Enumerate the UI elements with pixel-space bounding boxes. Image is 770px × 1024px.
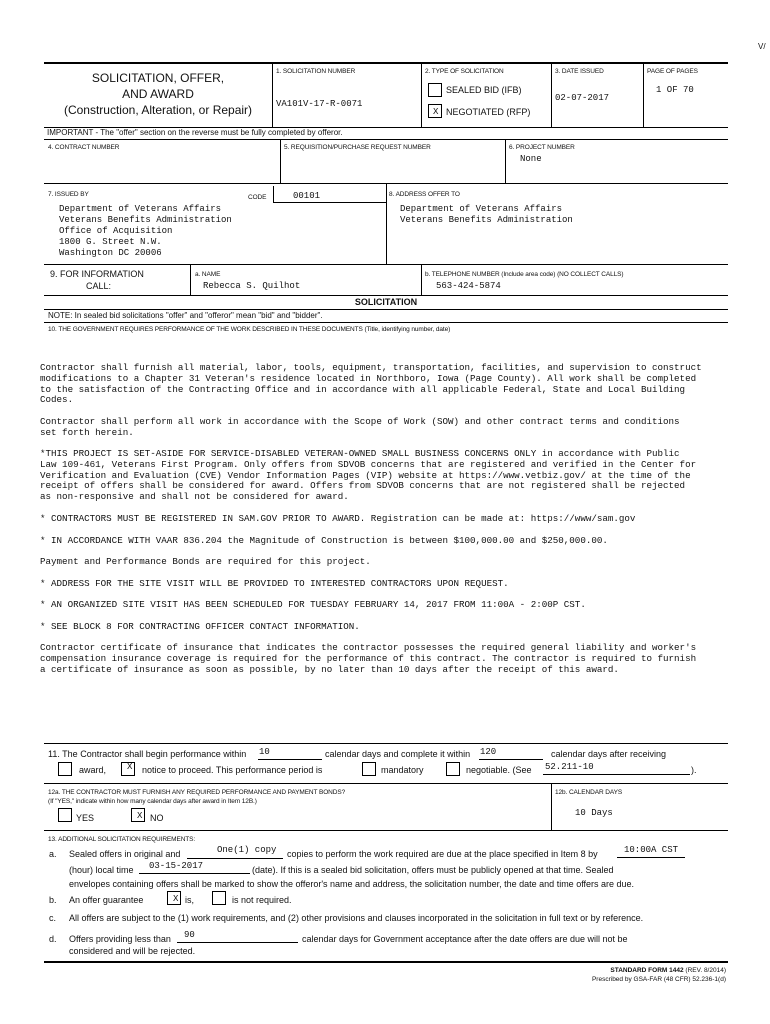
item-d-text1: Offers providing less than <box>69 934 171 944</box>
solicitation-type-label: 2. TYPE OF SOLICITATION <box>425 68 504 75</box>
important-notice: IMPORTANT - The "offer" section on the reverse must be fully completed by offeror. <box>47 128 343 137</box>
row-divider <box>44 309 728 310</box>
complete-days-line <box>479 759 543 760</box>
contract-number-label: 4. CONTRACT NUMBER <box>48 144 120 151</box>
name-label: a. NAME <box>195 271 221 278</box>
contact-name: Rebecca S. Quilhot <box>203 281 301 291</box>
site-address-paragraph: * ADDRESS FOR THE SITE VISIT WILL BE PROVIDED TO INTERESTED CONTRACTORS UPON REQUEST. <box>40 578 509 589</box>
divider <box>551 784 552 830</box>
page-value: 1 OF 70 <box>656 85 694 95</box>
address-offer-label: 8. ADDRESS OFFER TO <box>389 191 460 198</box>
offer-address <box>400 204 573 226</box>
site-visit-paragraph: * AN ORGANIZED SITE VISIT HAS BEEN SCHEDULED FOR TUESDAY FEBRUARY 14, 2017 FROM 11:00A - 2:00P CST. <box>40 599 586 610</box>
divider <box>386 184 387 264</box>
complete-days[interactable]: 120 <box>480 747 497 757</box>
guarantee-is-label: is, <box>185 895 194 905</box>
due-date-line <box>139 873 250 874</box>
set-aside-paragraph: *THIS PROJECT IS SET-ASIDE FOR SERVICE-DISABLED VETERAN-OWNED SMALL BUSINESS CONCERNS ONLY in accordance with Public Law 109-461, Veterans First Program. Only offers from SDVOB concerns that are registered and verified in the Center for Verification and Evaluation (CVE) Vendor Information Pages (VIP) website at https://www.vetbiz.gov/ at the time of the receipt of offers shall be considered for award. Offers from SDVOB concerns that are not registered shall be rejected as non-responsive and shall not be considered for award. <box>40 448 697 503</box>
row-divider <box>44 743 728 744</box>
form-title-line2: AND AWARD <box>122 87 194 101</box>
header-divider-v2 <box>421 63 422 127</box>
row-divider <box>44 139 728 140</box>
guarantee-is-mark: X <box>173 894 179 904</box>
project-number: None <box>520 154 542 164</box>
for-information-label: 9. FOR INFORMATION <box>50 269 144 279</box>
block11-text1: 11. The Contractor shall begin performance within <box>48 749 247 759</box>
item-a-text2: copies to perform the work required are due at the place specified in Item 8 by <box>287 849 598 859</box>
item-c-prefix: c. <box>49 913 57 923</box>
header-divider-v3 <box>551 63 552 127</box>
form-revision: (REV. 8/2014) <box>683 967 726 974</box>
bonds-paragraph: Payment and Performance Bonds are required for this project. <box>40 556 371 567</box>
requisition-label: 5. REQUISITION/PURCHASE REQUEST NUMBER <box>284 144 431 151</box>
form-title-line1: SOLICITATION, OFFER, <box>91 71 225 85</box>
code-box-left <box>273 186 274 202</box>
sealed-bid-checkbox[interactable] <box>428 83 442 97</box>
solicitation-heading: SOLICITATION <box>354 297 418 307</box>
issuer-line: Veterans Benefits Administration <box>59 215 232 225</box>
issuer-line: Office of Acquisition <box>59 226 173 236</box>
code-label: CODE <box>248 194 267 201</box>
see-clause-line <box>543 774 690 775</box>
solicitation-number-label: 1. SOLICITATION NUMBER <box>276 68 356 75</box>
start-days[interactable]: 10 <box>259 747 270 757</box>
ntp-label: notice to proceed. This performance period is <box>142 765 323 775</box>
offer-address-line: Veterans Benefits Administration <box>400 215 573 225</box>
item-d-text2: calendar days for Government acceptance after the date offers are due will not be <box>302 934 628 944</box>
phone-label: b. TELEPHONE NUMBER (Include area code) (NO COLLECT CALLS) <box>425 271 624 278</box>
guarantee-not-label: is not required. <box>232 895 292 905</box>
award-checkbox[interactable] <box>58 762 72 776</box>
divider <box>190 265 191 295</box>
sam-paragraph: * CONTRACTORS MUST BE REGISTERED IN SAM.GOV PRIOR TO AWARD. Registration can be made at: https://www/sam.gov <box>40 513 636 524</box>
see-clause[interactable]: 52.211-10 <box>545 762 594 772</box>
item-a-text4: (date). If this is a sealed bid solicitation, offers must be publicly opened at that time. Sealed <box>252 865 614 875</box>
additional-requirements-label: 13. ADDITIONAL SOLICITATION REQUIREMENTS: <box>48 836 196 843</box>
page-label: PAGE OF PAGES <box>647 68 698 75</box>
sow-paragraph: Contractor shall perform all work in accordance with the Scope of Work (SOW) and other contract terms and conditions set forth herein. <box>40 416 680 438</box>
call-label: CALL: <box>86 281 112 291</box>
divider <box>421 265 422 295</box>
issued-by-label: 7. ISSUED BY <box>48 191 89 198</box>
bonds-no-mark: X <box>137 811 143 821</box>
calendar-days-label: 12b. CALENDAR DAYS <box>555 789 623 796</box>
row-divider <box>44 295 728 296</box>
award-label: award, <box>79 765 107 775</box>
bonds-question: 12a. THE CONTRACTOR MUST FURNISH ANY REQUIRED PERFORMANCE AND PAYMENT BONDS? <box>48 789 346 796</box>
negotiated-mark: X <box>433 107 439 117</box>
code-box-bottom <box>273 202 386 203</box>
item-b-text: An offer guarantee <box>69 895 144 905</box>
acceptance-days[interactable]: 90 <box>184 930 195 940</box>
header-divider-v4 <box>643 63 644 127</box>
bonds-no-label: NO <box>150 813 164 823</box>
copies-line <box>187 858 283 859</box>
insurance-paragraph: Contractor certificate of insurance that indicates the contractor possesses the required general liability and worker's compensation insurance coverage is required for the performance of this contract. The contractor is required to furnish a certificate of insurance as soon as possible, by no later than 10 days after the receipt of this award. <box>40 642 697 675</box>
issuer-code: 00101 <box>293 191 321 201</box>
block11-text2: calendar days and complete it within <box>325 749 471 759</box>
sealed-bid-note: NOTE: In sealed bid solicitations "offer" and "offeror" mean "bid" and "bidder". <box>48 311 323 320</box>
sealed-bid-label: SEALED BID (IFB) <box>446 85 522 95</box>
item-c-text: All offers are subject to the (1) work requirements, and (2) other provisions and clauses incorporated in the solicitation in full text or by reference. <box>69 913 644 923</box>
magnitude-paragraph: * IN ACCORDANCE WITH VAAR 836.204 the Magnitude of Construction is between $100,000.00 and $250,000.00. <box>40 535 608 546</box>
see-clause-close: ). <box>691 765 697 775</box>
corner-text: V/ <box>758 42 766 51</box>
mandatory-checkbox[interactable] <box>362 762 376 776</box>
header-divider-v1 <box>272 63 273 127</box>
bonds-subtext: (If "YES," indicate within how many calendar days after award in Item 12B.) <box>48 798 257 805</box>
item-b-prefix: b. <box>49 895 57 905</box>
issuer-address <box>59 204 232 259</box>
calendar-days-value: 10 Days <box>575 808 613 818</box>
item-a-text5: envelopes containing offers shall be marked to show the offeror's name and address, the solicitation number, the date and time offers are due. <box>69 879 635 889</box>
ntp-mark: X <box>127 762 133 772</box>
issuer-line: Department of Veterans Affairs <box>59 204 222 214</box>
block11-text3: calendar days after receiving <box>551 749 667 759</box>
row-divider <box>44 783 728 784</box>
row-divider <box>44 322 728 323</box>
form-footer <box>500 967 726 983</box>
negotiated-label: NEGOTIATED (RFP) <box>446 107 531 117</box>
due-time-line <box>617 857 685 858</box>
date-issued-label: 3. DATE ISSUED <box>555 68 604 75</box>
mandatory-label: mandatory <box>381 765 424 775</box>
acceptance-days-line <box>177 942 298 943</box>
start-days-line <box>258 759 322 760</box>
top-border <box>44 62 728 64</box>
bottom-border <box>44 961 728 963</box>
form-title-line3: (Construction, Alteration, or Repair) <box>63 103 253 117</box>
offer-address-line: Department of Veterans Affairs <box>400 204 563 214</box>
item-a-text3: (hour) local time <box>69 865 134 875</box>
bonds-yes-checkbox[interactable] <box>58 808 72 822</box>
copies-value[interactable]: One(1) copy <box>217 845 277 855</box>
form-title <box>44 70 272 118</box>
prescribed-by: Prescribed by GSA-FAR (48 CFR) 52.236-1(d) <box>591 976 726 983</box>
item-a-prefix: a. <box>49 849 57 859</box>
bonds-yes-label: YES <box>76 813 95 823</box>
negotiable-checkbox[interactable] <box>446 762 460 776</box>
item-d-prefix: d. <box>49 934 57 944</box>
issuer-line: Washington DC 20006 <box>59 248 162 258</box>
form-number: STANDARD FORM 1442 <box>610 967 684 974</box>
item-a-text1: Sealed offers in original and <box>69 849 181 859</box>
row-divider <box>44 830 728 831</box>
negotiable-label: negotiable. (See <box>466 765 532 775</box>
solicitation-number: VA101V-17-R-0071 <box>276 99 363 109</box>
row-divider <box>44 264 728 265</box>
due-time[interactable]: 10:00A CST <box>624 845 679 855</box>
scope-paragraph: Contractor shall furnish all material, labor, tools, equipment, transportation, facilities, and supervision to construct modifications to a Chapter 31 Veteran's residence located in Northboro, Iowa (Page County). All work shall be completed to the satisfaction of the Contracting Office and in accordance with all applicable Federal, State and Local Building Codes. <box>40 362 702 406</box>
due-date[interactable]: 03-15-2017 <box>149 861 204 871</box>
project-number-label: 6. PROJECT NUMBER <box>509 144 575 151</box>
block10-label: 10. THE GOVERNMENT REQUIRES PERFORMANCE OF THE WORK DESCRIBED IN THESE DOCUMENTS (Title, identifying number, date) <box>48 326 451 333</box>
divider <box>280 140 281 183</box>
issuer-line: 1800 G. Street N.W. <box>59 237 162 247</box>
divider <box>505 140 506 183</box>
contact-phone: 563-424-5874 <box>436 281 501 291</box>
guarantee-not-checkbox[interactable] <box>212 891 226 905</box>
item-d-text3: considered and will be rejected. <box>69 946 196 956</box>
date-issued: 02-07-2017 <box>555 93 610 103</box>
contact-paragraph: * SEE BLOCK 8 FOR CONTRACTING OFFICER CONTACT INFORMATION. <box>40 621 360 632</box>
